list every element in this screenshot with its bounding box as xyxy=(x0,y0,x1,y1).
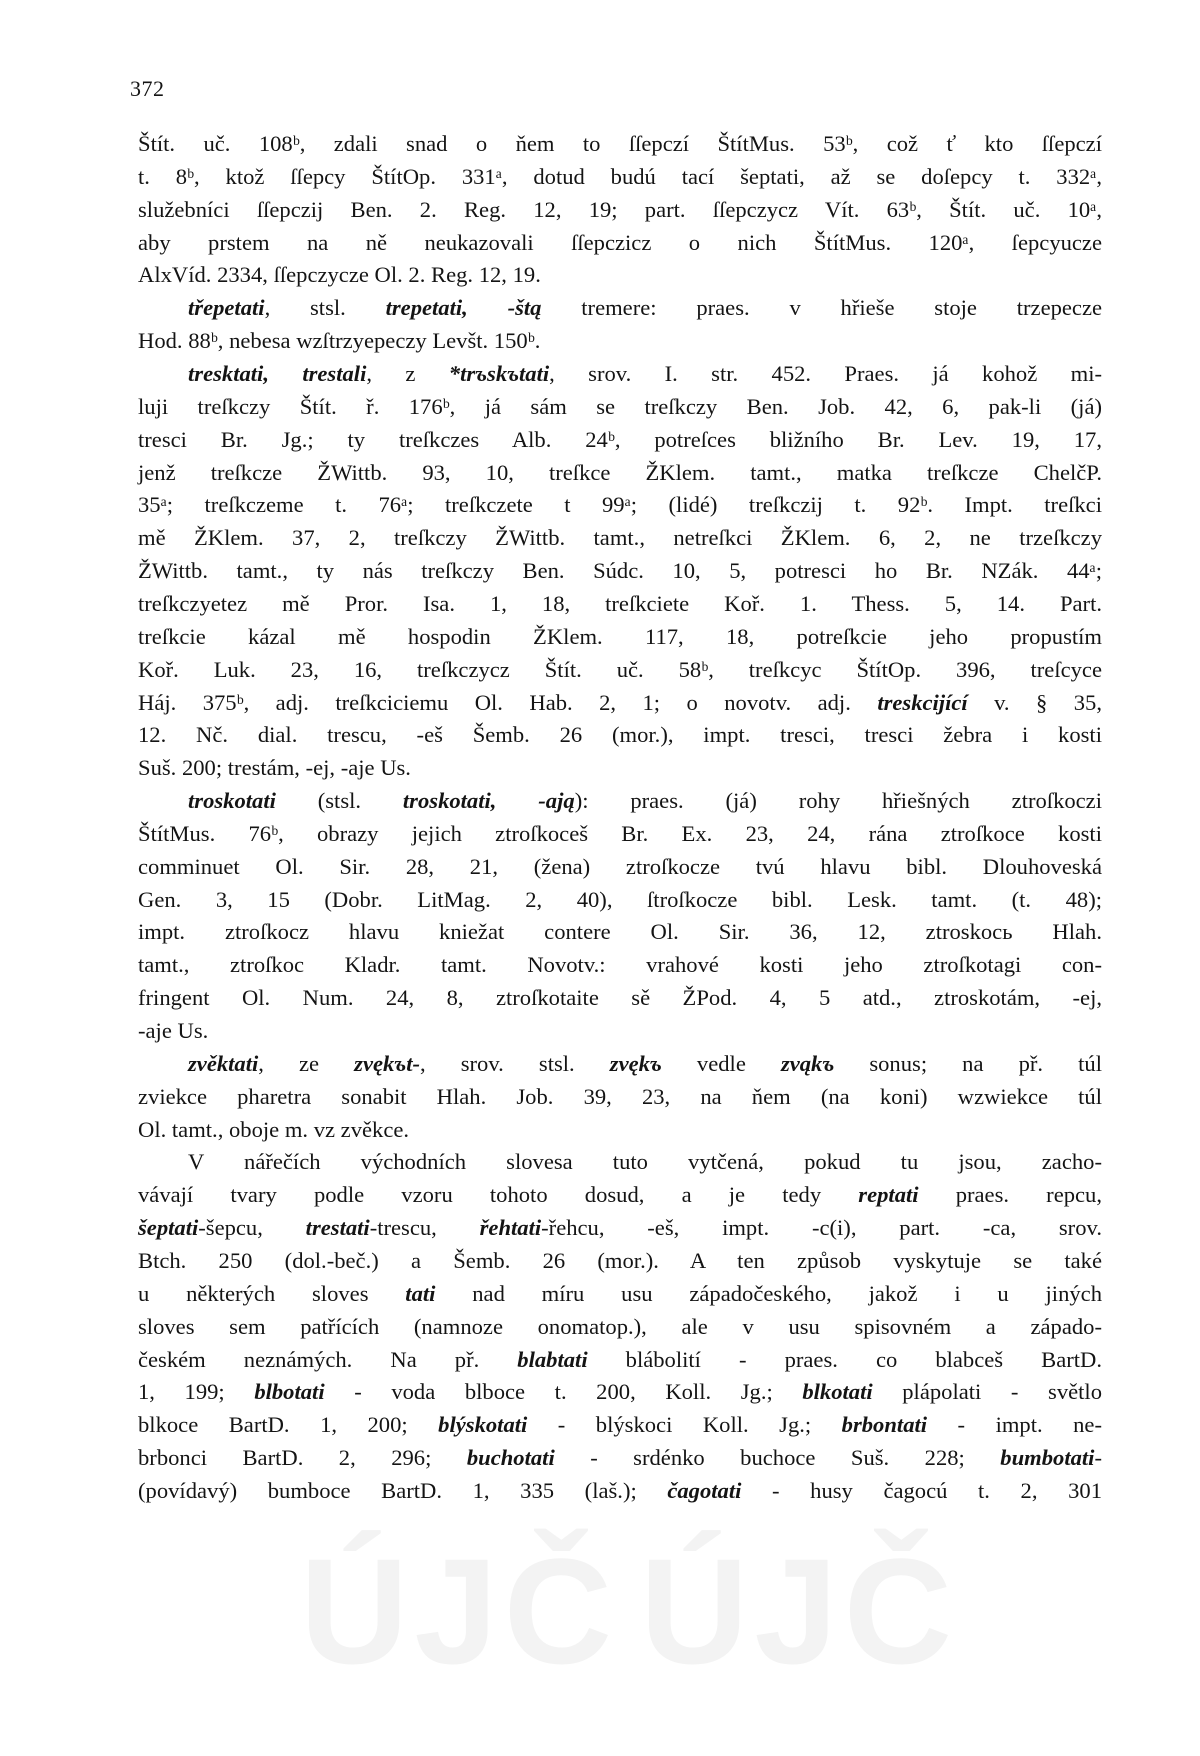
headword-italic: zvěktati xyxy=(188,1050,259,1076)
text-line xyxy=(138,1311,1102,1343)
text-segment: V nářečích východních slovesa tuto vytčená, pokud tu jsou, zacho- xyxy=(188,1149,1102,1175)
headword-italic: blabtati xyxy=(517,1346,588,1372)
text-line xyxy=(138,194,1102,226)
headword-italic: buchotati xyxy=(466,1445,555,1470)
text-segment: impt. ztroſkocz hlavu kniežat contere Ol. Sir. 36, 12, ztroskocь Hlah. xyxy=(138,919,1102,945)
headword-italic: zvąkъ xyxy=(780,1050,835,1076)
text-segment: nad míru usu západočeského, jakož i u jiných xyxy=(435,1280,1102,1306)
headword-italic: řehtati xyxy=(479,1215,542,1240)
text-line xyxy=(138,1212,1102,1244)
text-segment: Suš. 200; trestám, -ej, -aje Us. xyxy=(138,755,411,781)
text-line xyxy=(138,1081,1102,1113)
text-segment: -trescu, xyxy=(369,1215,480,1240)
text-segment: - xyxy=(1094,1445,1102,1470)
text-segment: Hod. 88ᵇ, nebesa wzſtrzyepeczy Levšt. 150ᵇ. xyxy=(138,328,541,354)
headword-italic: šeptati xyxy=(138,1215,199,1240)
text-line xyxy=(138,949,1102,981)
headword-italic: čagotati xyxy=(667,1477,742,1503)
text-line xyxy=(138,128,1102,160)
text-segment: ŠtítMus. 76ᵇ, obrazy jejich ztroſkoceš Br. Ex. 23, 24, rána ztroſkoce kosti xyxy=(138,820,1102,846)
text-segment: Ol. tamt., oboje m. vz zvěkce. xyxy=(138,1116,410,1142)
text-segment: sonus; na př. túl xyxy=(834,1050,1102,1076)
text-segment: plápolati - světlo xyxy=(872,1379,1102,1405)
text-line xyxy=(138,259,1102,291)
text-line xyxy=(138,1278,1102,1310)
text-line xyxy=(138,1245,1102,1277)
text-segment: comminuet Ol. Sir. 28, 21, (žena) ztroſkocze tvú hlavu bibl. Dlouhoveská xyxy=(138,853,1102,879)
text-segment: 35ᵃ; treſkczeme t. 76ᵃ; treſkczete t 99ᵃ; (lidé) treſkczij t. 92ᵇ. Impt. treſkci xyxy=(138,492,1102,518)
text-segment: AlxVíd. 2334, ſſepczycze Ol. 2. Reg. 12, 19. xyxy=(138,262,541,288)
text-segment: aby prstem na ně neukazovali ſſepczicz o nich ŠtítMus. 120ᵃ, ſepcyucze xyxy=(138,229,1102,255)
headword-italic: blkotati xyxy=(802,1379,873,1405)
text-line xyxy=(138,654,1102,686)
text-segment: jenž treſkcze ŽWittb. 93, 10, treſkce ŽKlem. tamt., matka treſkcze ChelčP. xyxy=(138,459,1102,485)
text-segment: - impt. ne- xyxy=(927,1412,1102,1438)
text-line xyxy=(138,1442,1102,1474)
text-line xyxy=(138,851,1102,883)
text-line xyxy=(138,489,1102,521)
text-segment: Gen. 3, 15 (Dobr. LitMag. 2, 40), ſtroſkocze bibl. Lesk. tamt. (t. 48); xyxy=(138,886,1102,912)
headword-italic: blbotati xyxy=(254,1379,325,1405)
text-line xyxy=(138,325,1102,357)
text-segment: Háj. 375ᵇ, adj. treſkciciemu Ol. Hab. 2, 1; o novotv. adj. xyxy=(138,689,878,715)
headword-italic: trepetati, -štą xyxy=(385,295,542,321)
text-line xyxy=(138,687,1102,719)
headword-italic: třepetati xyxy=(188,295,265,321)
text-segment: treſkczyetez mě Pror. Isa. 1, 18, treſkciete Koř. 1. Thess. 5, 14. Part. xyxy=(138,590,1102,616)
text-segment: v. § 35, xyxy=(967,689,1102,715)
text-segment: u některých sloves xyxy=(138,1280,406,1306)
text-segment: 1, 199; xyxy=(138,1379,255,1405)
text-line xyxy=(138,982,1102,1014)
headword-italic: *trъskъtati xyxy=(448,361,550,386)
headword-italic: bumbotati xyxy=(1000,1445,1095,1470)
headword-italic: zvękъt- xyxy=(354,1050,421,1076)
headword-italic: troskotati, -ają xyxy=(402,788,575,813)
text-line xyxy=(138,1114,1102,1146)
text-segment: 12. Nč. dial. trescu, -eš Šemb. 26 (mor.), impt. tresci, tresci žebra i kosti xyxy=(138,722,1102,748)
page-number: 372 xyxy=(130,76,165,101)
text-line xyxy=(138,818,1102,850)
watermark-text: ÚJČ xyxy=(300,1527,619,1695)
text-segment: praes. repcu, xyxy=(918,1182,1103,1208)
text-segment: mě ŽKlem. 37, 2, treſkczy ŽWittb. tamt., netreſkci ŽKlem. 6, 2, ne trzeſkczy xyxy=(138,525,1102,551)
text-segment: , ze xyxy=(258,1050,355,1076)
text-segment: blábolití - praes. co blabceš BartD. xyxy=(587,1346,1102,1372)
text-segment: , stsl. xyxy=(264,295,386,321)
text-segment: vávají tvary podle vzoru tohoto dosud, a je tedy xyxy=(138,1182,859,1208)
text-segment: Štít. uč. 108ᵇ, zdali snad o ňem to ſſepczí ŠtítMus. 53ᵇ, což ť kto ſſepczí xyxy=(138,131,1102,156)
text-line xyxy=(138,884,1102,916)
text-segment: ŽWittb. tamt., ty nás treſkczy Ben. Súdc. 10, 5, potresci ho Br. NZák. 44ᵃ; xyxy=(138,558,1102,583)
text-line xyxy=(138,719,1102,751)
text-line xyxy=(138,457,1102,489)
text-segment: - husy čagocú t. 2, 301 xyxy=(741,1477,1102,1503)
text-segment: treſkcie kázal mě hospodin ŽKlem. 117, 18, potreſkcie jeho propustím xyxy=(138,623,1102,649)
headword-italic: tati xyxy=(405,1280,436,1306)
text-segment: blkoce BartD. 1, 200; xyxy=(138,1412,439,1438)
text-segment: zviekce pharetra sonabit Hlah. Job. 39, 23, na ňem (na koni) wzwiekce túl xyxy=(138,1083,1102,1109)
text-line xyxy=(138,1179,1102,1211)
text-segment: , srov. I. str. 452. Praes. já kohož mi- xyxy=(549,361,1102,386)
text-segment: t. 8ᵇ, ktož ſſepcy ŠtítOp. 331ᵃ, dotud budú tací šeptati, až se doſepcy t. 332ᵃ, xyxy=(138,163,1102,189)
headword-italic: blýskotati xyxy=(438,1412,528,1438)
text-segment: (stsl. xyxy=(275,788,403,813)
headword-italic: treskcijící xyxy=(877,689,968,715)
text-line xyxy=(138,522,1102,554)
text-segment: luji treſkczy Štít. ř. 176ᵇ, já sám se treſkczy Ben. Job. 42, 6, pak-li (já) xyxy=(138,393,1102,419)
headword-italic: trestati xyxy=(305,1215,370,1240)
text-line xyxy=(188,1146,1102,1178)
text-line xyxy=(138,424,1102,456)
text-line xyxy=(138,588,1102,620)
text-line xyxy=(138,391,1102,423)
headword-italic: tresktati, trestali xyxy=(188,361,367,386)
text-line xyxy=(188,1048,1102,1080)
text-segment: vedle xyxy=(661,1050,781,1076)
text-line xyxy=(138,1475,1102,1507)
text-line xyxy=(138,1409,1102,1441)
text-segment: brbonci BartD. 2, 296; xyxy=(138,1445,467,1470)
text-line xyxy=(138,1344,1102,1376)
text-segment: -šepcu, xyxy=(198,1215,306,1240)
text-segment: , z xyxy=(366,361,449,386)
text-segment: fringent Ol. Num. 24, 8, ztroſkotaite sě ŽPod. 4, 5 atd., ztroskotám, -ej, xyxy=(138,985,1102,1011)
text-segment: - voda blboce t. 200, Koll. Jg.; xyxy=(324,1379,803,1405)
text-line xyxy=(138,1376,1102,1408)
text-segment: - blýskoci Koll. Jg.; xyxy=(527,1412,842,1438)
text-line xyxy=(138,752,1102,784)
text-segment: tremere: praes. v hřieše stoje trzepecze xyxy=(541,295,1103,321)
headword-italic: troskotati xyxy=(188,788,276,813)
text-segment: Btch. 250 (dol.-beč.) a Šemb. 26 (mor.). A ten způsob vyskytuje se také xyxy=(138,1247,1102,1273)
headword-italic: brbontati xyxy=(841,1412,928,1438)
text-segment: služebníci ſſepczij Ben. 2. Reg. 12, 19; part. ſſepczycz Vít. 63ᵇ, Štít. uč. 10ᵃ, xyxy=(138,196,1102,222)
text-segment: (povídavý) bumboce BartD. 1, 335 (laš.); xyxy=(138,1477,668,1503)
text-segment: -řehcu, -eš, impt. -c(i), part. -ca, srov. xyxy=(541,1215,1102,1240)
text-line xyxy=(138,916,1102,948)
text-line xyxy=(138,621,1102,653)
headword-italic: zvękъ xyxy=(609,1050,662,1076)
text-line xyxy=(188,785,1102,817)
text-line xyxy=(188,292,1102,324)
text-segment: Koř. Luk. 23, 16, treſkczycz Štít. uč. 58ᵇ, treſkcyc ŠtítOp. 396, treſcyce xyxy=(138,656,1102,682)
text-segment: , srov. stsl. xyxy=(420,1050,610,1076)
text-segment: tamt., ztroſkoc Kladr. tamt. Novotv.: vrahové kosti jeho ztroſkotagi con- xyxy=(138,952,1102,978)
headword-italic: reptati xyxy=(858,1182,919,1208)
text-segment: -aje Us. xyxy=(138,1018,209,1043)
text-line xyxy=(188,358,1102,390)
text-segment: tresci Br. Jg.; ty treſkczes Alb. 24ᵇ, potreſces bližního Br. Lev. 19, 17, xyxy=(138,426,1102,452)
text-line xyxy=(138,555,1102,587)
text-segment: sloves sem patřících (namnoze onomatop.), ale v usu spisovném a západo- xyxy=(138,1313,1102,1339)
watermark-text: ÚJČ xyxy=(640,1527,959,1695)
text-segment: - srdénko buchoce Suš. 228; xyxy=(554,1445,1001,1470)
text-segment: českém neznámých. Na př. xyxy=(138,1346,518,1372)
text-segment: ): praes. (já) rohy hřiešných ztroſkoczi xyxy=(574,788,1102,813)
text-line xyxy=(138,1015,1102,1047)
text-line xyxy=(138,227,1102,259)
text-line xyxy=(138,161,1102,193)
